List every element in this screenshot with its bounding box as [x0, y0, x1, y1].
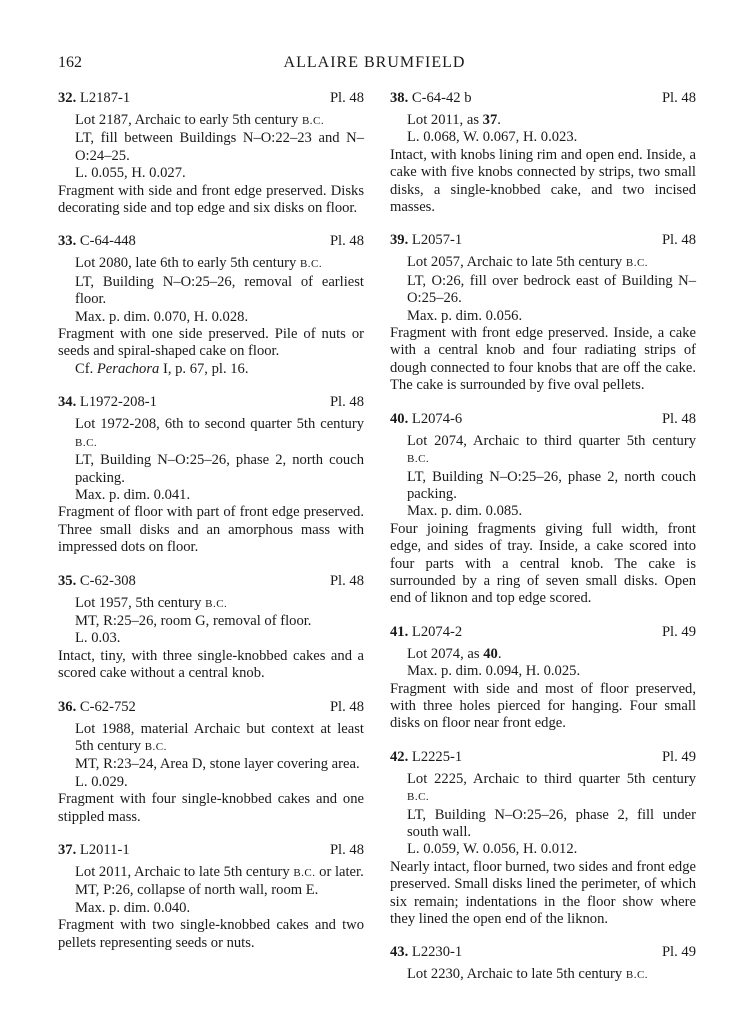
lot-line: Lot 2187, Archaic to early 5th century B.C.: [75, 112, 325, 128]
plate-ref: Pl. 48: [329, 572, 364, 589]
entry-heading: [58, 699, 364, 721]
plate-ref: Pl. 48: [661, 232, 696, 249]
lot-line: Lot 2011, as 37.: [407, 112, 501, 128]
entry-number: 36.: [58, 698, 77, 715]
entry-description: Fragment of floor with part of front edge preserved. Three small disks and an amorphous mass with impressed dots on floor.: [58, 504, 364, 556]
context-line: LT, fill between Buildings N–O:22–23 and N–O:24–25.: [75, 130, 364, 164]
era-label: B.C.: [293, 867, 316, 879]
entry-number: 41.: [390, 623, 409, 640]
era-label: B.C.: [75, 436, 98, 449]
running-head: ALLAIRE BRUMFIELD: [283, 54, 466, 71]
catalog-entry-41: [390, 624, 696, 733]
context-line: LT, Building N–O:25–26, phase 2, north couch packing.: [75, 452, 364, 486]
context-line: LT, Building N–O:25–26, phase 2, north couch packing.: [407, 468, 696, 502]
catalog-entry-43: [390, 944, 696, 984]
dimensions-line: Max. p. dim. 0.056.: [407, 307, 523, 324]
entry-heading: [390, 90, 696, 112]
entry-number: 40.: [390, 410, 409, 427]
dimensions-line: L. 0.059, W. 0.056, H. 0.012.: [407, 841, 578, 858]
left-column: [58, 90, 364, 968]
plate-ref: Pl. 48: [329, 842, 364, 858]
lot-line: Lot 1988, material Archaic but context at least 5th century B.C.: [75, 720, 364, 754]
entry-description: Intact, with knobs lining rim and open end. Inside, a cake with five knobs connected by strips, two small disks, a single-knobbed cake, and two incised masses.: [390, 146, 696, 216]
lot-line: Lot 2057, Archaic to late 5th century B.C.: [407, 254, 649, 271]
entry-meta: [58, 864, 364, 917]
context-line: MT, R:23–24, Area D, stone layer covering area.: [75, 756, 360, 773]
lot-line: Lot 2074, Archaic to third quarter 5th century B.C.: [407, 432, 696, 466]
catalog-entry-34: [58, 394, 364, 556]
entry-description: Fragment with front edge preserved. Inside, a cake with a central knob and four radiating strips of dough connected to four knobs that are off the cake. The cake is surrounded by five oval pellets.: [390, 325, 696, 394]
lot-line: Lot 2074, as 40.: [407, 645, 502, 662]
plate-ref: Pl. 48: [329, 698, 364, 715]
context-line: MT, R:25–26, room G, removal of floor.: [75, 612, 312, 629]
dimensions-line: Max. p. dim. 0.070, H. 0.028.: [75, 308, 249, 325]
catalog-entry-39: [390, 232, 696, 394]
entry-id: L2011-1: [79, 842, 130, 858]
plate-ref: Pl. 48: [329, 394, 364, 411]
context-line: LT, Building N–O:25–26, phase 2, fill under south wall.: [407, 806, 696, 840]
entry-meta: [390, 966, 696, 984]
entry-meta: [58, 416, 364, 504]
plate-ref: Pl. 49: [661, 748, 696, 765]
entry-heading: [58, 573, 364, 595]
lot-line: Lot 1957, 5th century B.C.: [75, 594, 228, 611]
page-number: 162: [58, 54, 82, 71]
catalog-entry-35: [58, 573, 364, 683]
entry-description: Fragment with two single-knobbed cakes and two pellets representing seeds or nuts.: [58, 917, 364, 951]
entry-description: Four joining fragments giving full width, front edge, and sides of tray. Inside, a cake scored into four parts with a central knob. The cake is surrounded by a ring of seven small disks. Open end of liknon and top edge scored.: [390, 520, 696, 607]
entry-heading: [58, 90, 364, 112]
entry-number: 43.: [390, 944, 409, 961]
entry-description: Intact, tiny, with three single-knobbed cakes and a scored cake without a central knob.: [58, 647, 364, 682]
entry-number: 34.: [58, 394, 77, 411]
entry-number: 35.: [58, 572, 77, 589]
cross-ref: 37: [482, 112, 498, 128]
plate-ref: Pl. 48: [661, 410, 696, 427]
entry-id: L2057-1: [411, 232, 463, 249]
entry-meta: [58, 721, 364, 792]
entry-meta: [58, 112, 364, 183]
entry-id: L2225-1: [411, 748, 463, 765]
entry-description: Fragment with one side preserved. Pile of nuts or seeds and spiral-shaped cake on floor.: [58, 326, 364, 360]
catalog-entry-42: [390, 749, 696, 929]
entry-number: 39.: [390, 232, 409, 249]
context-line: LT, O:26, fill over bedrock east of Building N–O:25–26.: [407, 272, 696, 307]
catalog-entry-36: [58, 699, 364, 826]
lot-line: Lot 1972-208, 6th to second quarter 5th century B.C.: [75, 416, 364, 449]
plate-ref: Pl. 49: [661, 944, 696, 961]
entry-id: C-62-752: [79, 698, 136, 715]
entry-heading: [58, 842, 364, 864]
dimensions-line: Max. p. dim. 0.085.: [407, 503, 523, 520]
entry-meta: [390, 112, 696, 147]
entry-number: 38.: [390, 90, 409, 106]
entry-id: L2074-6: [411, 410, 463, 427]
entry-heading: [58, 394, 364, 416]
dimensions-line: L. 0.029.: [75, 773, 128, 790]
catalog-entry-40: [390, 411, 696, 608]
entry-description: Fragment with four single-knobbed cakes and one stippled mass.: [58, 791, 364, 825]
page-header: [58, 54, 691, 76]
catalog-entry-33: [58, 233, 364, 378]
entry-number: 37.: [58, 842, 77, 858]
lot-line: Lot 2011, Archaic to late 5th century B.C. or later.: [75, 864, 364, 880]
entry-id: L2187-1: [79, 90, 131, 106]
entry-meta: [390, 254, 696, 325]
entry-meta: [390, 433, 696, 521]
dimensions-line: Max. p. dim. 0.041.: [75, 486, 191, 503]
plate-ref: Pl. 48: [329, 233, 364, 250]
plate-ref: Pl. 49: [661, 623, 696, 640]
cross-ref: 40: [483, 645, 498, 662]
entry-heading: [390, 232, 696, 254]
entry-meta: [390, 771, 696, 859]
catalog-entry-32: [58, 90, 364, 217]
era-label: B.C.: [205, 597, 228, 610]
context-line: LT, Building N–O:25–26, removal of earliest floor.: [75, 273, 364, 308]
right-column: [390, 90, 696, 1001]
entry-id: L1972-208-1: [79, 394, 157, 411]
entry-heading: [390, 411, 696, 433]
entry-id: L2230-1: [411, 944, 463, 961]
entry-number: 33.: [58, 233, 77, 250]
bibliography-ref: Cf. Perachora I, p. 67, pl. 16.: [75, 360, 249, 377]
era-label: B.C.: [407, 453, 430, 466]
era-label: B.C.: [301, 115, 325, 127]
entry-heading: [390, 944, 696, 966]
entry-description: Fragment with side and front edge preserved. Disks decorating side and top edge and six disks on floor.: [58, 182, 364, 217]
entry-id: C-64-42 b: [411, 90, 472, 106]
entry-heading: [58, 233, 364, 255]
plate-ref: Pl. 48: [329, 90, 364, 106]
dimensions-line: L. 0.068, W. 0.067, H. 0.023.: [407, 129, 578, 146]
entry-meta: [58, 255, 364, 326]
catalog-entry-37: [58, 842, 364, 952]
dimensions-line: Max. p. dim. 0.040.: [75, 899, 191, 916]
ref-title: Perachora: [96, 360, 160, 377]
entry-meta: [390, 646, 696, 681]
entry-heading: [390, 624, 696, 646]
entry-description: Fragment with side and most of floor preserved, with three holes pierced for hanging. Four small disks on floor near front edge.: [390, 680, 696, 732]
era-label: B.C.: [625, 969, 649, 982]
era-label: B.C.: [407, 791, 430, 804]
entry-meta: [58, 595, 364, 648]
dimensions-line: L. 0.03.: [75, 630, 121, 647]
catalog-entry-38: [390, 90, 696, 216]
lot-line: Lot 2080, late 6th to early 5th century B.C.: [75, 255, 323, 272]
entry-id: C-62-308: [79, 572, 136, 589]
lot-line: Lot 2225, Archaic to third quarter 5th century B.C.: [407, 770, 696, 804]
dimensions-line: Max. p. dim. 0.094, H. 0.025.: [407, 663, 581, 680]
entry-description: Nearly intact, floor burned, two sides and front edge preserved. Small disks lined the perimeter, of which six remain; indentations in the floor show where they lined the open end of the liknon.: [390, 858, 696, 928]
plate-ref: Pl. 48: [661, 90, 696, 106]
context-line: MT, P:26, collapse of north wall, room E.: [75, 882, 319, 899]
entry-id: C-64-448: [79, 233, 136, 250]
entry-number: 32.: [58, 90, 77, 106]
era-label: B.C.: [299, 258, 323, 271]
era-label: B.C.: [144, 740, 167, 753]
dimensions-line: L. 0.055, H. 0.027.: [75, 165, 186, 182]
entry-id: L2074-2: [411, 623, 463, 640]
lot-line: Lot 2230, Archaic to late 5th century B.C.: [407, 966, 649, 983]
entry-number: 42.: [390, 748, 409, 765]
era-label: B.C.: [625, 257, 649, 270]
entry-heading: [390, 749, 696, 771]
